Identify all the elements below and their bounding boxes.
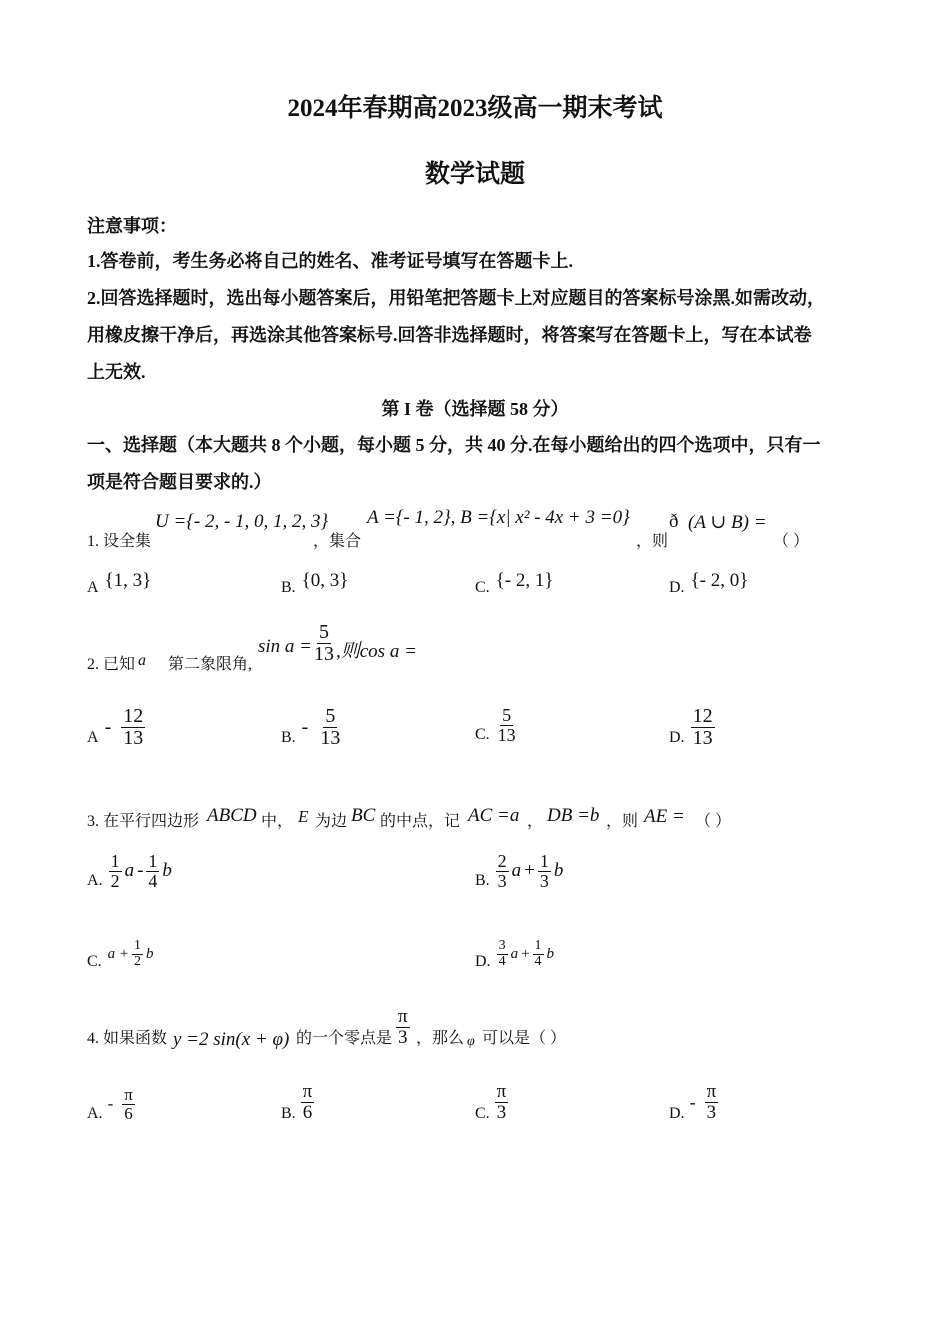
exam-title: 2024年春期高2023级高一期末考试: [287, 95, 663, 122]
notice-item-1: 1.答卷前，考生务必将自己的姓名、准考证号填写在答题卡上.: [87, 251, 573, 271]
option-fraction: $\frac{\pi}{3}$: [496, 1080, 507, 1123]
q3-option-d[interactable]: [475, 937, 554, 971]
option-value: {- 2, 1}: [495, 570, 554, 591]
q1-complement-symbol: ð: [669, 511, 679, 532]
option-label: A.: [87, 872, 103, 890]
notice-item-2-line-3: 上无效.: [87, 362, 146, 382]
option-fraction: $\frac{12}{13}$: [692, 705, 713, 749]
option-coef-1: $\frac{2}{3}$: [497, 851, 507, 891]
q1-expression: (A ∪ B) =: [688, 512, 767, 533]
vector-b: b: [146, 945, 154, 962]
option-operator: -: [137, 860, 144, 882]
notice-heading: 注意事项：: [87, 216, 177, 236]
part1-heading-line-1: 一、选择题（本大题共 8 个小题，每小题 5 分，共 40 分.在每小题给出的四个选项中，只有一: [87, 435, 821, 455]
q4-zero-fraction: $\frac{\pi}{3}$: [398, 1006, 408, 1048]
notice-item-2-line-2: 用橡皮擦干净后，再选涂其他答案标号.回答非选择题时，将答案写在答题卡上，写在本试卷: [87, 325, 812, 345]
q4-option-b[interactable]: [281, 1081, 314, 1123]
vector-a: a: [511, 860, 522, 882]
q2-mid: 第二象限角,: [168, 656, 253, 673]
q1-answer-paren: （ ）: [773, 533, 810, 550]
notice-item-2-line-1: 2.回答选择题时，选出每小题答案后，用铅笔把答题卡上对应题目的答案标号涂黑.如需改动，: [87, 288, 825, 308]
option-fraction: $\frac{\pi}{3}$: [706, 1080, 717, 1123]
vector-a: a: [510, 945, 519, 962]
option-value: {- 2, 0}: [690, 570, 749, 591]
q2-option-a[interactable]: [87, 706, 145, 749]
option-label: D.: [669, 579, 685, 596]
q1-option-a[interactable]: [87, 565, 151, 597]
option-fraction: $\frac{12}{13}$: [123, 705, 144, 749]
q4-t2: ，那么: [416, 1030, 465, 1047]
q3-option-b[interactable]: [475, 852, 563, 891]
q1-universal-set: U ={- 2, - 1, 0, 1, 2, 3}: [155, 511, 329, 532]
q3-t4: ，: [527, 813, 544, 830]
q1-prefix: 1. 设全集: [87, 533, 152, 550]
option-sign: -: [104, 716, 112, 738]
option-coef-1: $\frac{3}{4}$: [498, 937, 506, 969]
q1-option-b[interactable]: [281, 565, 348, 597]
q2-sin-fraction: $\frac{5}{13}$: [314, 621, 334, 665]
option-sign: -: [689, 1091, 696, 1112]
option-label: A: [87, 728, 99, 746]
q4-prefix: 4. 如果函数: [87, 1030, 168, 1047]
option-coef-2: $\frac{1}{4}$: [148, 851, 158, 891]
option-label: B.: [475, 872, 490, 890]
q3-t5: ，则: [606, 813, 639, 830]
q2-alpha: a: [138, 652, 146, 669]
option-operator: +: [521, 945, 530, 962]
q4-phi: φ: [467, 1034, 475, 1049]
q2-cos: ,则cos a =: [336, 641, 417, 662]
option-label: B.: [281, 1105, 296, 1122]
q3-point-e: E: [298, 807, 309, 826]
q3-vector-ae: AE =: [644, 806, 685, 827]
q3-prefix: 3. 在平行四边形: [87, 813, 200, 830]
option-operator: +: [524, 860, 535, 882]
exam-subtitle: 数学试题: [424, 161, 525, 188]
option-coef-2: $\frac{1}{3}$: [539, 851, 549, 891]
option-label: A.: [87, 1105, 103, 1122]
option-label: C.: [87, 953, 102, 970]
option-fraction: $\frac{\pi}{6}$: [302, 1080, 313, 1123]
q3-option-c[interactable]: [87, 937, 154, 971]
q1-mid: ，集合: [313, 533, 362, 550]
q4-t3: 可以是（ ）: [482, 1030, 567, 1047]
q3-abcd: ABCD: [207, 805, 257, 826]
option-coef-2: $\frac{1}{2}$: [134, 937, 142, 969]
option-value: {1, 3}: [104, 570, 152, 591]
q1-option-d[interactable]: [669, 565, 748, 597]
option-label: D.: [475, 953, 491, 970]
option-label: D.: [669, 1105, 685, 1122]
q3-t2: 为边: [315, 813, 348, 830]
vector-b: b: [546, 945, 555, 962]
q3-t1: 中，: [261, 813, 294, 830]
option-value: {0, 3}: [301, 570, 349, 591]
q4-option-d[interactable]: [669, 1081, 718, 1123]
q1-sets: A ={- 1, 2}, B ={x| x² - 4x + 3 =0}: [367, 507, 630, 528]
option-label: C.: [475, 1105, 490, 1122]
q3-answer-paren: （ ）: [695, 813, 732, 830]
q3-vector-ac: AC =a: [468, 805, 520, 826]
q2-option-d[interactable]: [669, 706, 715, 749]
q3-t3: 的中点，记: [380, 813, 461, 830]
q4-option-a[interactable]: [87, 1085, 135, 1123]
vector-b: b: [162, 860, 172, 882]
option-fraction: $\frac{5}{13}$: [320, 705, 341, 749]
q2-option-b[interactable]: [281, 706, 342, 749]
vector-b: b: [553, 860, 564, 882]
option-label: C.: [475, 579, 490, 596]
part1-heading-line-2: 项是符合题目要求的.）: [87, 472, 272, 492]
vector-a: a: [124, 860, 135, 882]
option-label: B.: [281, 579, 296, 596]
q2-sin: sin a =: [258, 636, 312, 657]
q3-vector-db: DB =b: [547, 805, 600, 826]
option-fraction: $\frac{\pi}{6}$: [124, 1084, 133, 1123]
option-sign: -: [107, 1094, 114, 1113]
q4-function: y =2 sin(x + φ): [173, 1029, 290, 1050]
q2-prefix: 2. 已知: [87, 656, 136, 673]
option-term-a: a +: [107, 945, 130, 962]
q1-then: ，则: [636, 533, 669, 550]
q3-option-a[interactable]: [87, 852, 172, 891]
option-label: D.: [669, 728, 685, 746]
q4-t1: 的一个零点是: [296, 1030, 393, 1047]
q1-option-c[interactable]: [475, 565, 554, 597]
q2-option-c[interactable]: [475, 706, 518, 745]
q3-bc: BC: [351, 805, 376, 826]
option-label: B.: [281, 728, 296, 746]
option-label: C.: [475, 726, 490, 744]
option-sign: -: [301, 716, 309, 738]
volume-heading: 第 I 卷（选择题 58 分）: [381, 399, 569, 419]
q4-option-c[interactable]: [475, 1081, 508, 1123]
option-coef-1: $\frac{1}{2}$: [110, 851, 120, 891]
option-label: A: [87, 579, 99, 596]
option-fraction: $\frac{5}{13}$: [497, 705, 516, 745]
option-coef-2: $\frac{1}{4}$: [534, 937, 542, 969]
